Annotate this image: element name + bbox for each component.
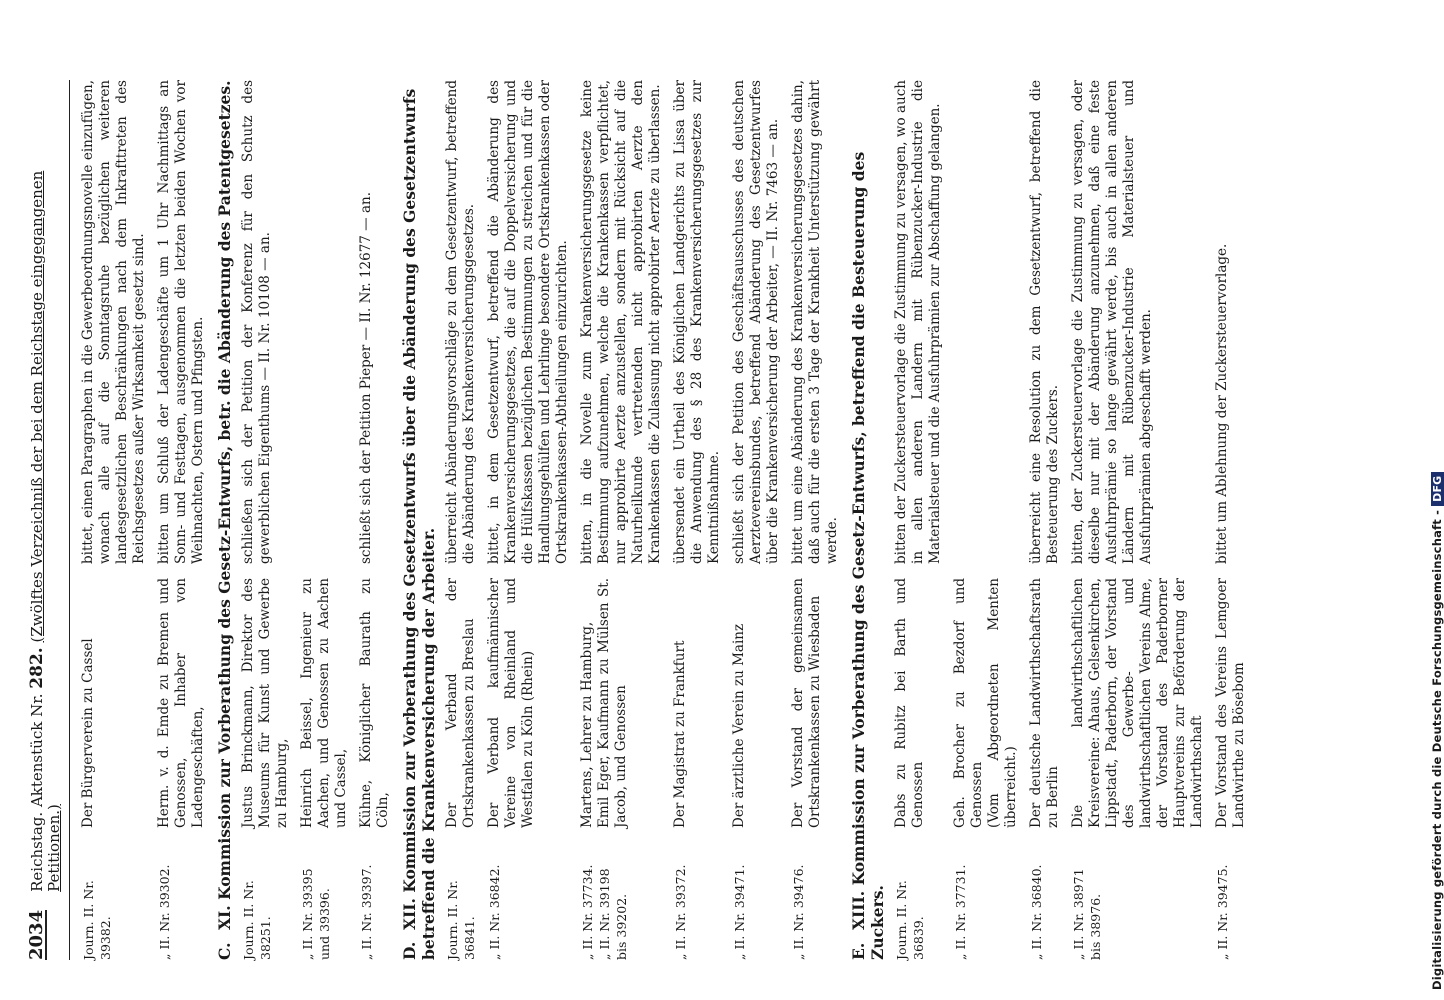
petition-request: schließt sich der Petition des Geschäftsausschusses des deutschen Aerztevereinsbundes, betreffend Abänderung des Gesetzentwurfes über die Krankenversicherung der Arbeiter, — II. Nr. 7463 — an.: [731, 80, 781, 564]
petition-request: bitten der Zuckersteuervorlage die Zustimmung zu versagen, wo auch in allen anderen Landern mit Rübenzucker-Industrie die Materialsteuer und die Ausfuhrprämien zur Abschaffung gelangen.: [893, 80, 943, 564]
title-subtitle: (Zwölftes Verzeichniß der bei dem Reichstage eingegangenen Petitionen.): [28, 170, 63, 892]
petition-list: [80, 80, 1248, 960]
journal-number: „ II. Nr. 36840.: [1029, 864, 1044, 960]
document-page: [0, 40, 1380, 1000]
section-heading: [849, 80, 887, 960]
page-header: [28, 80, 70, 960]
petition-row: [952, 80, 1020, 960]
digitization-credit: [1400, 0, 1444, 1000]
petitioner: Der Vorstand der gemeinsamen Ortskrankenkassen zu Wiesbaden: [790, 578, 823, 828]
title-prefix: Reichstag. Aktenstück Nr.: [28, 693, 46, 892]
petition-row: [299, 80, 350, 960]
page-number: 2034: [26, 909, 47, 960]
dfg-logo: DFG: [1431, 472, 1444, 506]
petition-request: bittet, einen Paragraphen in die Gewerbeordnungsnovelle einzufügen, wonach alle auf die Sonntagsruhe bezüglichen weiteren landesgesetzlichen Beschränkungen nach dem Inkrafttreten des Reichsgesetzes außer Wirksamkeit gesetzt sind.: [80, 80, 147, 564]
section-heading: [215, 80, 234, 960]
petitioner: Geh. Brocher zu Bezdorf und Genossen (Vom Abgeordneten Menten überreicht.): [952, 578, 1019, 828]
petitioner: Der Vorstand des Vereins Lemgoer Landwirthe zu Bösebom: [1214, 578, 1247, 828]
petition-row: [444, 80, 478, 960]
document-number: 282.: [27, 647, 47, 689]
petition-request: [952, 80, 1020, 564]
journal-number: „ II. Nr. 37731.: [953, 864, 968, 960]
journal-number: „ II. Nr. 39302.: [157, 864, 172, 960]
petition-row: [893, 80, 944, 960]
petitioner: Die landwirthschaftlichen Kreisvereine: Ahaus, Gelsenkirchen, Lippstadt, Paderborn, der Vorstand des Gewerbe- und landwirthschaftlichen Vereins Alme, der Vorstand des Paderborner Hauptvereins zur Beförderung der Landwirthschaft: [1070, 578, 1205, 828]
petitioner: Der Magistrat zu Frankfurt: [672, 640, 688, 828]
petition-row: [731, 80, 782, 960]
petitioner: Der Verband der Ortskrankenkassen zu Breslau: [444, 578, 477, 828]
petition-request: bittet um Ablehnung der Zuckersteuervorlage.: [1214, 243, 1230, 564]
petition-request: bittet, in dem Gesetzentwurf, betreffend die Abänderung des Krankenversicherungsgesetzes, die auf die Doppelversicherung und die Hülfskassen bezüglichen Bestimmungen zu streichen und für die Handlungsgehülfen und Lehrlinge besondere Ortskrankenkassen oder Ortskrankenkassen-Abtheilungen einzurichten.: [486, 80, 570, 564]
petition-row: [672, 80, 723, 960]
section-title: XII. Kommission zur Vorberathung des Gesetzentwurfs über die Abänderung des Gesetzentwurfs betreffend die Krankenversicherung der Arbeiter.: [400, 88, 438, 960]
journal-number: „ II. Nr. 37734. „ II. Nr. 39198 bis 39202.: [580, 864, 629, 960]
petition-request: überreicht Abänderungsvorschläge zu dem Gesetzentwurf, betreffend die Abänderung des Krankenversicherungsgesetzes.: [444, 80, 477, 564]
petition-row: [240, 80, 291, 960]
petition-row: [80, 80, 148, 960]
journal-number: Journ. II. Nr. 39382.: [81, 880, 113, 960]
petitioner: Herm. v. d. Emde zu Bremen und Genossen, Inhaber von Ladengeschäften,: [156, 578, 206, 828]
petitioner: Dabs zu Rubitz bei Barth und Genossen: [893, 578, 926, 828]
journal-number: „ II. Nr. 36842.: [487, 864, 502, 960]
petition-request: bitten um Schluß der Ladengeschäfte um 1 Uhr Nachmittags an Sonn- und Festtagen, ausgenommen die letzten beiden Wochen vor Weihnachten, Ostern und Pfingsten.: [156, 80, 206, 564]
petition-row: [579, 80, 664, 960]
section-title: XIII. Kommission zur Vorberathung des Gesetz-Entwurfs, betreffend die Besteuerung des Zuckers.: [849, 151, 887, 960]
journal-number: „ II. Nr. 39372.: [673, 864, 688, 960]
journal-number: Journ. II. Nr. 38251.: [241, 880, 273, 960]
petition-row: [1028, 80, 1062, 960]
journal-number: „ II. Nr. 39397.: [359, 864, 374, 960]
petitioner: Justus Brinckmann, Direktor des Museums für Kunst und Gewerbe zu Hamburg,: [240, 578, 290, 828]
section-letter: C.: [215, 942, 234, 960]
petition-row: [1214, 80, 1248, 960]
petitioner: Der Verband kaufmännischer Vereine von Rheinland und Westfalen zu Köln (Rhein): [486, 578, 536, 828]
petition-request: bitten, der Zuckersteuervorlage die Zustimmung zu versagen, oder dieselbe nur mit der Abänderung anzunehmen, daß eine feste Ausfuhrprämie so lange gewährt werde, bis auch in allen anderen Ländern mit Rübenzucker-Industrie Materialsteuer und Ausfuhrprämien abgeschafft werden.: [1070, 80, 1154, 564]
petition-request: schließen sich der Petition der Konferenz für den Schutz des gewerblichen Eigenthums — II. Nr. 10108 — an.: [240, 80, 273, 564]
petition-request: übersendet ein Urtheil des Königlichen Landgerichts zu Lissa über die Anwendung des § 28 des Krankenversicherungsgesetzes zur Kenntnißnahme.: [672, 80, 722, 564]
journal-number: Journ. II. Nr. 36841.: [445, 880, 477, 960]
journal-number: „ II. Nr. 39475.: [1215, 864, 1230, 960]
petition-row: [790, 80, 841, 960]
petition-row: [156, 80, 207, 960]
section-letter: E.: [849, 942, 868, 960]
petition-request: überreicht eine Resolution zu dem Gesetzentwurf, betreffend die Besteuerung des Zuckers.: [1028, 80, 1061, 564]
petitioner: Martens, Lehrer zu Hamburg, Emil Eger, Kaufmann zu Mülsen St. Jacob, und Genossen: [579, 578, 629, 828]
section-letter: D.: [400, 941, 419, 960]
journal-number: „ II. Nr. 39395 und 39396.: [300, 868, 332, 960]
section-heading: [400, 80, 438, 960]
petition-row: [486, 80, 571, 960]
credit-line: Digitalisierung gefördert durch die Deutsche Forschungsgemeinschaft -: [1430, 509, 1444, 990]
petition-row: [1070, 80, 1206, 960]
section-title: XI. Kommission zur Vorberathung des Gesetz-Entwurfs, betr. die Abänderung des Patentgesetzes.: [215, 80, 234, 930]
page-title: [29, 80, 63, 892]
petition-row: [358, 80, 392, 960]
petition-request: bitten, in die Novelle zum Krankenversicherungsgesetze keine Bestimmung aufzunehmen, welche die Krankenkassen verpflichtet, nur approbirte Aerzte anzustellen, sondern mit Rücksicht auf die Naturheilkunde vertretenden nicht approbirten Aerzte den Krankenkassen die Zulassung nicht approbirter Aerzte zu überlassen.: [579, 80, 663, 564]
petition-request: bittet um eine Abänderung des Krankenversicherungsgesetzes dahin, daß auch für die ersten 3 Tage der Krankheit Unterstützung gewährt werde.: [790, 80, 840, 564]
petitioner: Der Bürgerverein zu Cassel: [80, 638, 96, 828]
petitioner: Heinrich Beissel, Ingenieur zu Aachen, und Genossen zu Aachen und Cassel,: [299, 578, 349, 828]
journal-number: „ II. Nr. 39471.: [732, 864, 747, 960]
petition-request: [299, 80, 350, 564]
journal-number: „ II. Nr. 39476.: [791, 864, 806, 960]
petitioner: Der deutsche Landwirthschaftsrath zu Berlin: [1028, 578, 1061, 828]
credit-text: [1430, 472, 1444, 990]
petitioner: Kühne, Königlicher Baurath zu Cöln,: [358, 578, 391, 828]
petitioner: Der ärztliche Verein zu Mainz: [731, 623, 747, 828]
petition-request: schließt sich der Petition Pieper — II. Nr. 12677 — an.: [358, 191, 374, 564]
journal-number: Journ. II. Nr. 36839.: [894, 880, 926, 960]
journal-number: „ II. Nr. 38971 bis 38976.: [1071, 868, 1103, 960]
